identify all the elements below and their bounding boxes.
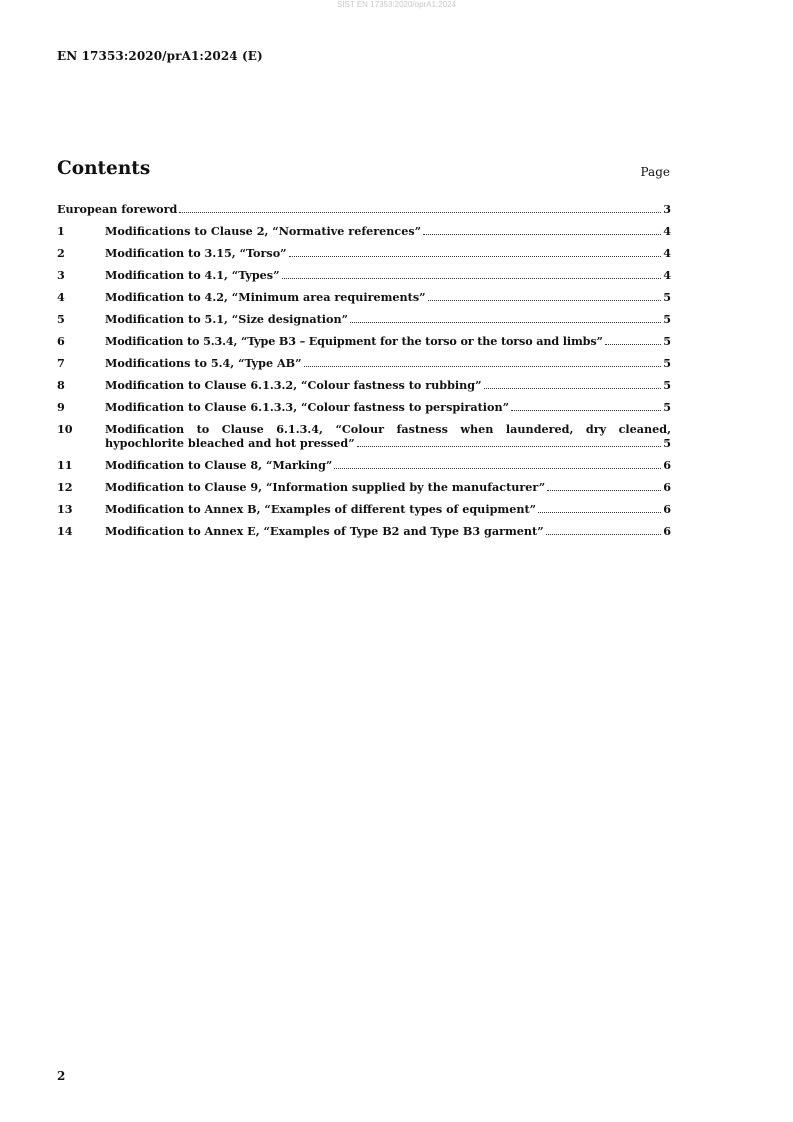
toc-entry-3[interactable] xyxy=(57,268,671,282)
toc-entry-title: Modification to 5.3.4, “Type B3 – Equipment for the torso or the torso and limbs” xyxy=(105,334,603,348)
toc-leader-dots xyxy=(547,490,661,491)
toc-entry-11[interactable] xyxy=(57,458,671,472)
toc-entry-title: Modification to Annex E, “Examples of Type B2 and Type B3 garment” xyxy=(105,524,544,538)
toc-entry-page: 4 xyxy=(663,246,671,260)
toc-entry-number: 9 xyxy=(57,400,65,414)
page-column-label: Page xyxy=(640,165,670,179)
toc-entry-6[interactable] xyxy=(57,334,671,348)
toc-entry-8[interactable] xyxy=(57,378,671,392)
toc-entry-page: 5 xyxy=(663,436,671,450)
toc-leader-dots xyxy=(282,278,662,279)
toc-entry-title-line2: hypochlorite bleached and hot pressed” xyxy=(105,436,355,450)
toc-entry-number: 3 xyxy=(57,268,65,282)
toc-entry-page: 5 xyxy=(663,290,671,304)
toc-entry-4[interactable] xyxy=(57,290,671,304)
toc-leader-dots xyxy=(428,300,662,301)
toc-entry-2[interactable] xyxy=(57,246,671,260)
toc-entry-page: 5 xyxy=(663,378,671,392)
toc-entry-title: Modification to 4.2, “Minimum area requirements” xyxy=(105,290,426,304)
toc-entry-title: European foreword xyxy=(57,202,178,216)
toc-entry-title: Modification to 3.15, “Torso” xyxy=(105,246,287,260)
toc-leader-dots xyxy=(357,446,662,447)
toc-leader-dots xyxy=(334,468,661,469)
toc-entry-1[interactable] xyxy=(57,224,671,238)
toc-entry-number: 10 xyxy=(57,422,73,436)
toc-entry-page: 3 xyxy=(663,202,671,216)
toc-entry-number: 2 xyxy=(57,246,65,260)
toc-entry-title: Modification to Clause 8, “Marking” xyxy=(105,458,333,472)
toc-leader-dots xyxy=(350,322,661,323)
toc-leader-dots xyxy=(289,256,662,257)
toc-entry-number: 6 xyxy=(57,334,65,348)
toc-entry-10[interactable] xyxy=(57,422,671,450)
toc-leader-dots xyxy=(179,212,661,213)
toc-entry-number: 4 xyxy=(57,290,65,304)
toc-entry-9[interactable] xyxy=(57,400,671,414)
toc-entry-5[interactable] xyxy=(57,312,671,326)
toc-leader-dots xyxy=(423,234,661,235)
toc-entry-number: 14 xyxy=(57,524,73,538)
toc-entry-title: Modification to Clause 6.1.3.2, “Colour fastness to rubbing” xyxy=(105,378,482,392)
toc-entry-page: 4 xyxy=(663,268,671,282)
toc-entry-title: Modification to 4.1, “Types” xyxy=(105,268,280,282)
toc-entry-12[interactable] xyxy=(57,480,671,494)
toc-entry-number: 5 xyxy=(57,312,65,326)
toc-entry-page: 6 xyxy=(663,502,671,516)
toc-entry-title: Modification to 5.1, “Size designation” xyxy=(105,312,349,326)
toc-entry-page: 6 xyxy=(663,480,671,494)
toc-leader-dots xyxy=(546,534,662,535)
toc-entry-title: Modification to Clause 9, “Information supplied by the manufacturer” xyxy=(105,480,546,494)
toc-entry-page: 5 xyxy=(663,400,671,414)
toc-entry-foreword[interactable] xyxy=(57,202,671,216)
toc-entry-title: Modifications to 5.4, “Type AB” xyxy=(105,356,302,370)
toc-entry-number: 8 xyxy=(57,378,65,392)
toc-entry-number: 1 xyxy=(57,224,65,238)
watermark: SIST EN 17353:2020/oprA1:2024 xyxy=(336,0,457,9)
toc-entry-page: 5 xyxy=(663,312,671,326)
toc-entry-page: 4 xyxy=(663,224,671,238)
toc-entry-title-line1: Modification to Clause 6.1.3.4, “Colour fastness when laundered, dry cleaned, xyxy=(105,422,671,436)
toc-entry-page: 5 xyxy=(663,334,671,348)
toc-entry-7[interactable] xyxy=(57,356,671,370)
toc-leader-dots xyxy=(605,344,661,345)
toc-entry-14[interactable] xyxy=(57,524,671,538)
toc-entry-number: 12 xyxy=(57,480,73,494)
page-number: 2 xyxy=(57,1069,66,1083)
toc-leader-dots xyxy=(304,366,662,367)
toc-entry-number: 7 xyxy=(57,356,65,370)
contents-heading: Contents xyxy=(57,158,151,179)
table-of-contents xyxy=(57,202,671,546)
toc-entry-title: Modifications to Clause 2, “Normative references” xyxy=(105,224,422,238)
toc-entry-page: 6 xyxy=(663,458,671,472)
toc-entry-number: 11 xyxy=(57,458,73,472)
toc-entry-page: 6 xyxy=(663,524,671,538)
toc-entry-13[interactable] xyxy=(57,502,671,516)
toc-entry-title: Modification to Clause 6.1.3.3, “Colour fastness to perspiration” xyxy=(105,400,510,414)
toc-entry-page: 5 xyxy=(663,356,671,370)
toc-entry-number: 13 xyxy=(57,502,73,516)
toc-leader-dots xyxy=(484,388,662,389)
toc-leader-dots xyxy=(538,512,661,513)
toc-entry-title: Modification to Annex B, “Examples of different types of equipment” xyxy=(105,502,537,516)
toc-leader-dots xyxy=(511,410,661,411)
document-id-header: EN 17353:2020/prA1:2024 (E) xyxy=(57,49,263,63)
